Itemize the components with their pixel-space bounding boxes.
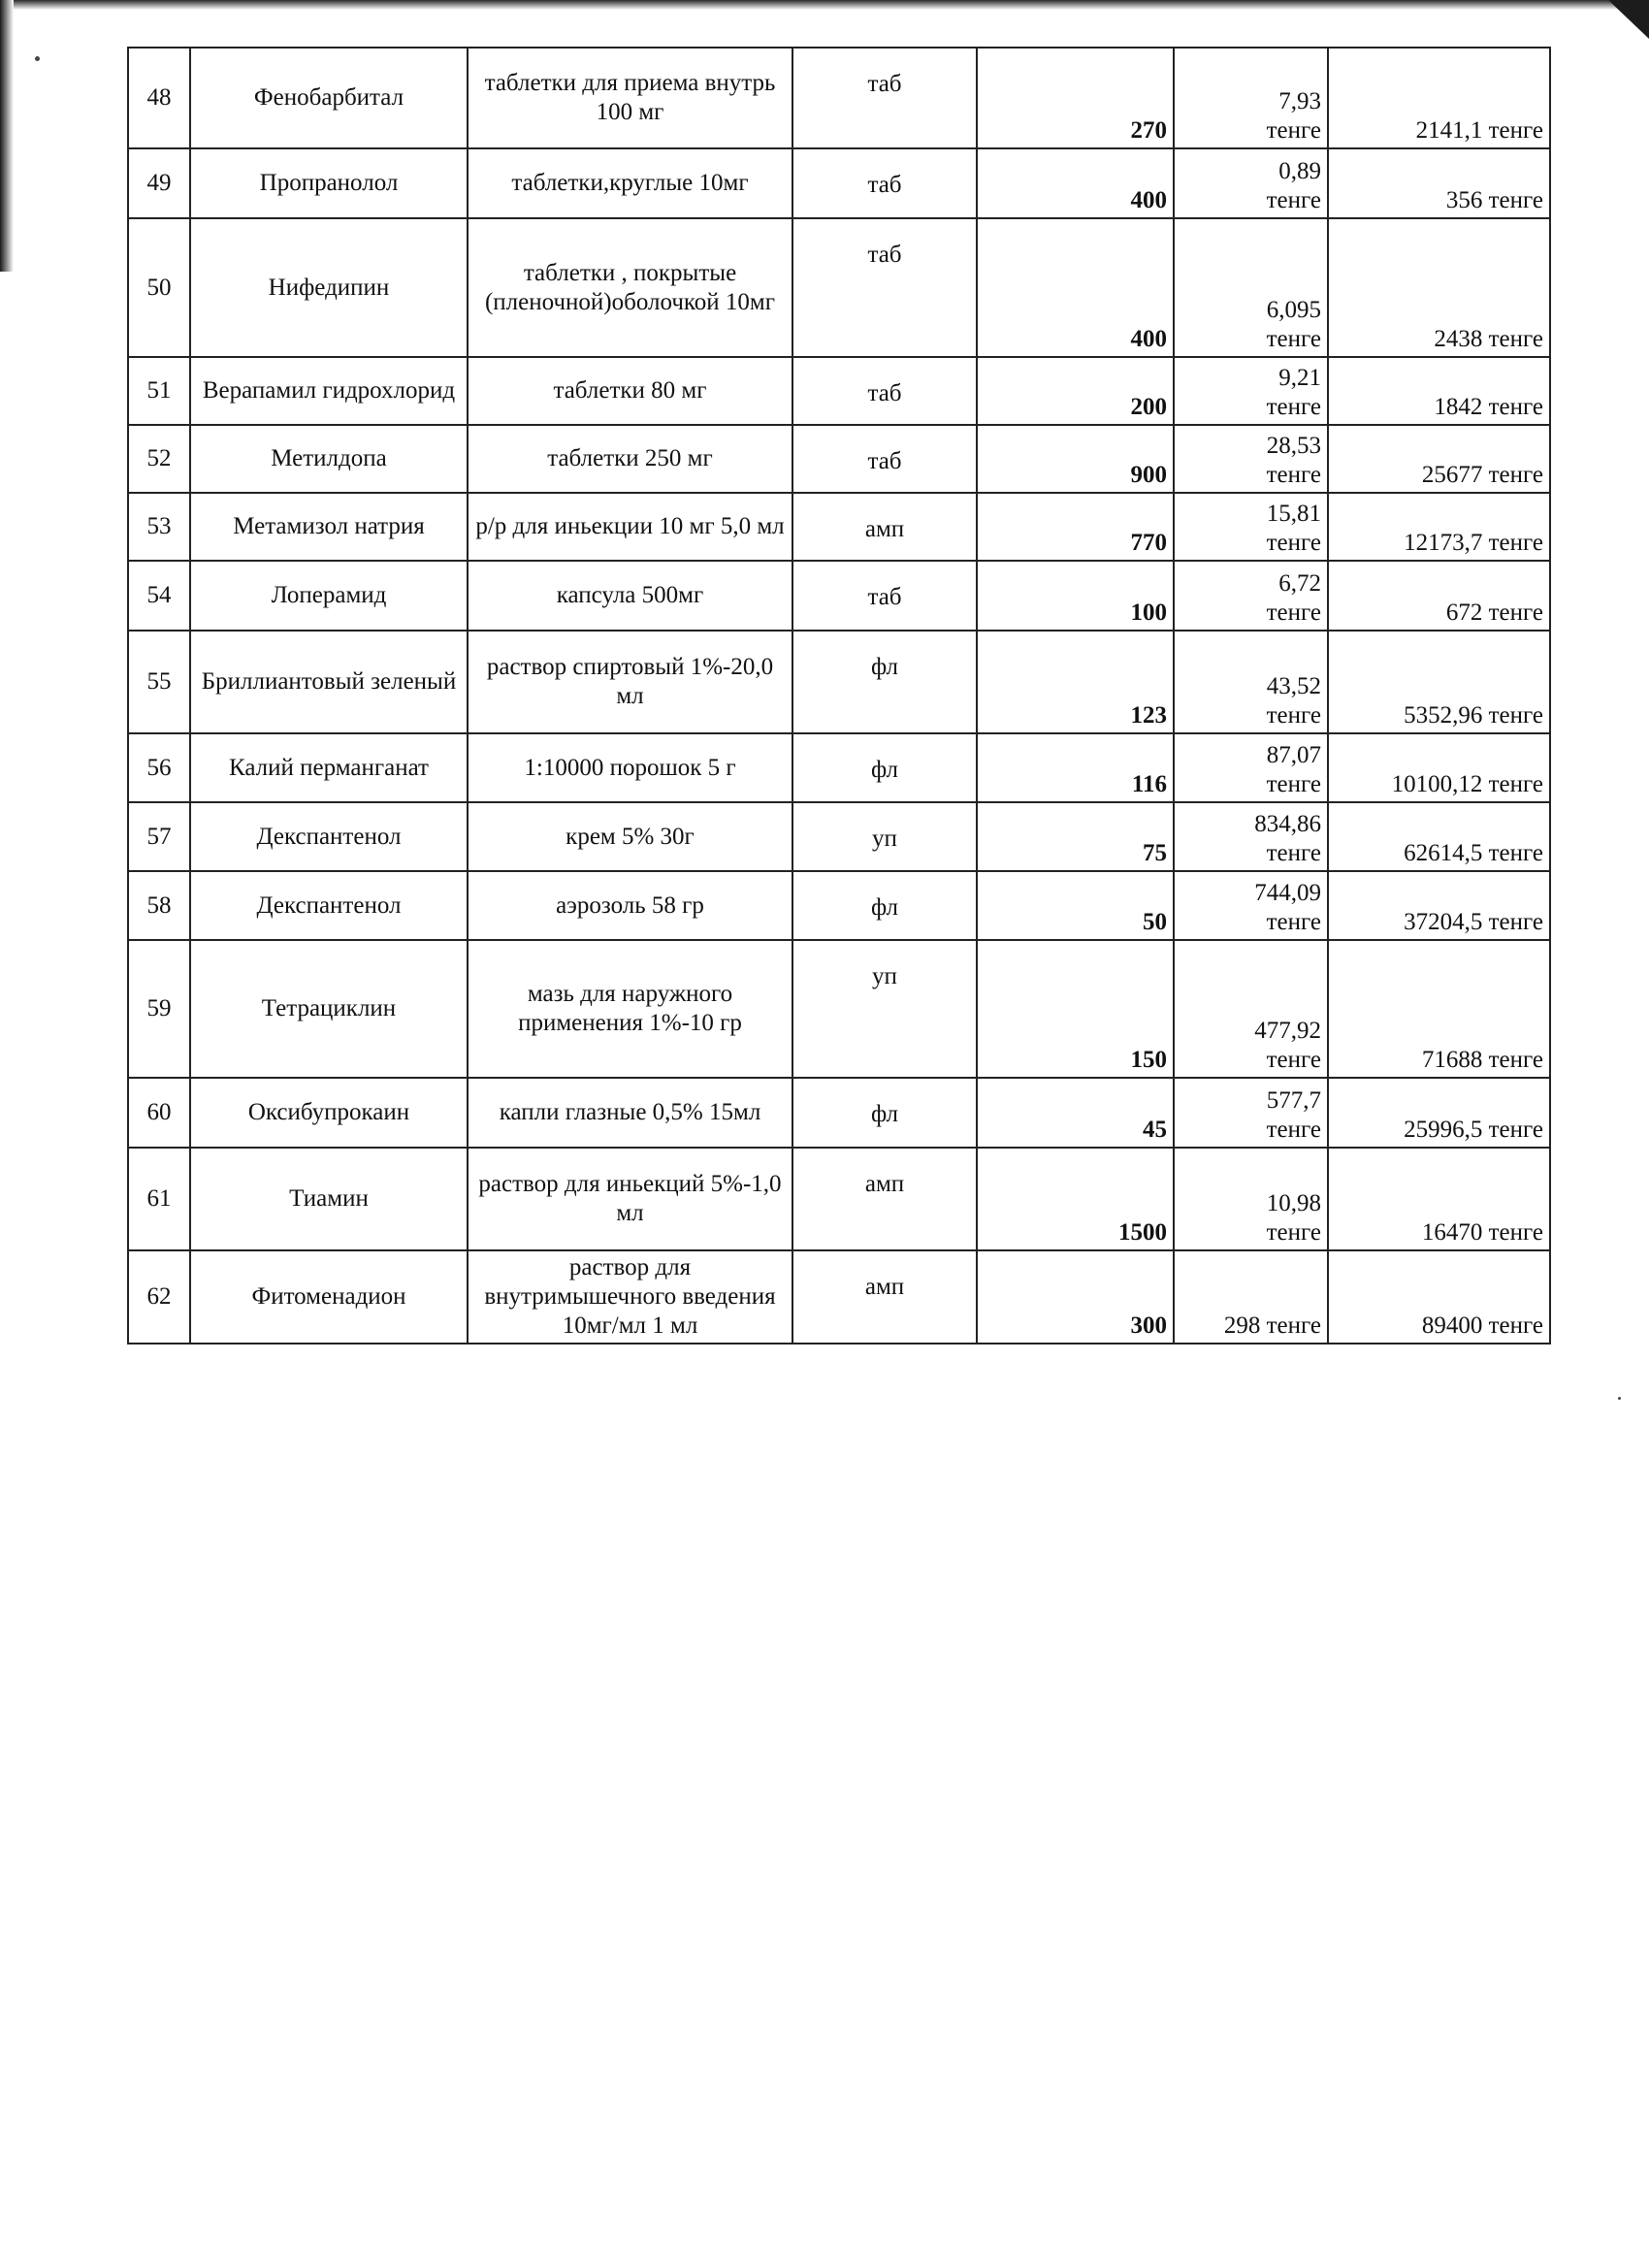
cell-form: таблетки 250 мг xyxy=(468,425,792,493)
cell-unit: амп xyxy=(792,1250,977,1344)
scan-edge-top xyxy=(0,0,1649,10)
cell-price xyxy=(1174,357,1328,425)
cell-total: 2141,1 тенге xyxy=(1328,48,1550,148)
cell-qty: 45 xyxy=(977,1078,1174,1148)
table-row xyxy=(128,940,1550,1078)
cell-unit: фл xyxy=(792,733,977,802)
cell-form: таблетки для приема внутрь 100 мг xyxy=(468,48,792,148)
cell-unit: таб xyxy=(792,425,977,493)
price-value: 298 тенге xyxy=(1223,1312,1321,1339)
cell-price xyxy=(1174,733,1328,802)
cell-form: таблетки 80 мг xyxy=(468,357,792,425)
price-value: 9,21 xyxy=(1278,365,1321,391)
cell-num: 50 xyxy=(128,218,190,357)
price-value: 834,86 xyxy=(1254,811,1321,837)
cell-name: Декспантенол xyxy=(190,871,468,940)
cell-price xyxy=(1174,802,1328,871)
table-row xyxy=(128,1250,1550,1344)
cell-unit: амп xyxy=(792,1148,977,1250)
price-currency: тенге xyxy=(1266,1117,1321,1143)
table-row xyxy=(128,561,1550,631)
cell-price xyxy=(1174,561,1328,631)
price-currency: тенге xyxy=(1266,530,1321,556)
cell-qty: 770 xyxy=(977,493,1174,561)
price-currency: тенге xyxy=(1266,599,1321,626)
price-value: 477,92 xyxy=(1254,1018,1321,1044)
cell-name: Нифедипин xyxy=(190,218,468,357)
cell-unit: фл xyxy=(792,631,977,733)
cell-total: 672 тенге xyxy=(1328,561,1550,631)
cell-num: 58 xyxy=(128,871,190,940)
table-row xyxy=(128,1078,1550,1148)
table-row xyxy=(128,802,1550,871)
cell-price xyxy=(1174,631,1328,733)
price-currency: тенге xyxy=(1266,462,1321,488)
price-value: 0,89 xyxy=(1278,158,1321,184)
cell-total: 62614,5 тенге xyxy=(1328,802,1550,871)
cell-name: Тиамин xyxy=(190,1148,468,1250)
cell-form: аэрозоль 58 гр xyxy=(468,871,792,940)
cell-name: Фитоменадион xyxy=(190,1250,468,1344)
price-value: 7,93 xyxy=(1278,88,1321,114)
cell-price xyxy=(1174,148,1328,218)
price-currency: тенге xyxy=(1266,1219,1321,1246)
cell-qty: 300 xyxy=(977,1250,1174,1344)
cell-qty: 400 xyxy=(977,148,1174,218)
table-row xyxy=(128,871,1550,940)
table-body xyxy=(128,48,1550,1344)
cell-total: 89400 тенге xyxy=(1328,1250,1550,1344)
cell-price xyxy=(1174,218,1328,357)
cell-total: 71688 тенге xyxy=(1328,940,1550,1078)
cell-name: Метилдопа xyxy=(190,425,468,493)
cell-qty: 200 xyxy=(977,357,1174,425)
cell-total: 25677 тенге xyxy=(1328,425,1550,493)
cell-qty: 150 xyxy=(977,940,1174,1078)
cell-price xyxy=(1174,48,1328,148)
cell-form: р/р для иньекции 10 мг 5,0 мл xyxy=(468,493,792,561)
table-row xyxy=(128,733,1550,802)
price-currency: тенге xyxy=(1266,1047,1321,1073)
cell-price xyxy=(1174,940,1328,1078)
price-value: 577,7 xyxy=(1266,1087,1321,1114)
cell-name: Пропранолол xyxy=(190,148,468,218)
cell-total: 5352,96 тенге xyxy=(1328,631,1550,733)
cell-price xyxy=(1174,871,1328,940)
cell-num: 56 xyxy=(128,733,190,802)
cell-total: 16470 тенге xyxy=(1328,1148,1550,1250)
table-row xyxy=(128,493,1550,561)
table-row xyxy=(128,631,1550,733)
cell-price xyxy=(1174,1250,1328,1344)
cell-unit: фл xyxy=(792,1078,977,1148)
table-row xyxy=(128,357,1550,425)
cell-qty: 123 xyxy=(977,631,1174,733)
table-row xyxy=(128,48,1550,148)
cell-form: раствор для иньекций 5%-1,0 мл xyxy=(468,1148,792,1250)
cell-unit: фл xyxy=(792,871,977,940)
cell-num: 54 xyxy=(128,561,190,631)
price-currency: тенге xyxy=(1266,840,1321,866)
cell-num: 59 xyxy=(128,940,190,1078)
cell-name: Бриллиантовый зеленый xyxy=(190,631,468,733)
cell-total: 356 тенге xyxy=(1328,148,1550,218)
price-value: 28,53 xyxy=(1266,433,1321,459)
cell-price xyxy=(1174,493,1328,561)
cell-total: 10100,12 тенге xyxy=(1328,733,1550,802)
cell-form: таблетки,круглые 10мг xyxy=(468,148,792,218)
cell-qty: 1500 xyxy=(977,1148,1174,1250)
cell-name: Оксибупрокаин xyxy=(190,1078,468,1148)
price-value: 6,72 xyxy=(1278,570,1321,597)
cell-name: Фенобарбитал xyxy=(190,48,468,148)
cell-name: Калий перманганат xyxy=(190,733,468,802)
price-currency: тенге xyxy=(1266,771,1321,797)
cell-form: таблетки , покрытые (пленочной)оболочкой 10мг xyxy=(468,218,792,357)
cell-qty: 75 xyxy=(977,802,1174,871)
price-currency: тенге xyxy=(1266,702,1321,729)
cell-form: капсула 500мг xyxy=(468,561,792,631)
price-currency: тенге xyxy=(1266,326,1321,352)
cell-form: крем 5% 30г xyxy=(468,802,792,871)
cell-unit: таб xyxy=(792,48,977,148)
cell-price xyxy=(1174,425,1328,493)
cell-num: 48 xyxy=(128,48,190,148)
price-value: 6,095 xyxy=(1266,297,1321,323)
cell-num: 62 xyxy=(128,1250,190,1344)
table-row xyxy=(128,425,1550,493)
cell-unit: таб xyxy=(792,218,977,357)
cell-qty: 116 xyxy=(977,733,1174,802)
cell-unit: амп xyxy=(792,493,977,561)
cell-total: 2438 тенге xyxy=(1328,218,1550,357)
cell-price xyxy=(1174,1148,1328,1250)
scan-edge-right xyxy=(1608,0,1649,39)
cell-total: 1842 тенге xyxy=(1328,357,1550,425)
cell-num: 55 xyxy=(128,631,190,733)
drug-table xyxy=(127,47,1551,1345)
cell-qty: 900 xyxy=(977,425,1174,493)
scan-edge-left xyxy=(0,0,14,272)
cell-name: Тетрациклин xyxy=(190,940,468,1078)
cell-unit: уп xyxy=(792,940,977,1078)
cell-total: 25996,5 тенге xyxy=(1328,1078,1550,1148)
cell-qty: 400 xyxy=(977,218,1174,357)
price-value: 10,98 xyxy=(1266,1190,1321,1216)
price-currency: тенге xyxy=(1266,394,1321,420)
cell-num: 51 xyxy=(128,357,190,425)
cell-name: Лоперамид xyxy=(190,561,468,631)
cell-num: 52 xyxy=(128,425,190,493)
cell-total: 37204,5 тенге xyxy=(1328,871,1550,940)
price-currency: тенге xyxy=(1266,117,1321,144)
table-row xyxy=(128,1148,1550,1250)
cell-form: 1:10000 порошок 5 г xyxy=(468,733,792,802)
cell-num: 61 xyxy=(128,1148,190,1250)
price-currency: тенге xyxy=(1266,909,1321,935)
cell-price xyxy=(1174,1078,1328,1148)
price-value: 744,09 xyxy=(1254,880,1321,906)
cell-num: 60 xyxy=(128,1078,190,1148)
cell-form: капли глазные 0,5% 15мл xyxy=(468,1078,792,1148)
price-value: 43,52 xyxy=(1266,673,1321,699)
cell-unit: уп xyxy=(792,802,977,871)
cell-form: раствор спиртовый 1%-20,0 мл xyxy=(468,631,792,733)
cell-qty: 270 xyxy=(977,48,1174,148)
cell-num: 49 xyxy=(128,148,190,218)
cell-form: раствор для внутримышечного введения 10мг/мл 1 мл xyxy=(468,1250,792,1344)
cell-qty: 100 xyxy=(977,561,1174,631)
cell-unit: таб xyxy=(792,561,977,631)
price-value: 87,07 xyxy=(1266,742,1321,768)
cell-name: Верапамил гидрохлорид xyxy=(190,357,468,425)
price-value: 15,81 xyxy=(1266,501,1321,527)
scan-speck xyxy=(35,56,40,61)
cell-qty: 50 xyxy=(977,871,1174,940)
cell-unit: таб xyxy=(792,148,977,218)
price-currency: тенге xyxy=(1266,187,1321,213)
cell-num: 57 xyxy=(128,802,190,871)
cell-unit: таб xyxy=(792,357,977,425)
cell-total: 12173,7 тенге xyxy=(1328,493,1550,561)
cell-name: Метамизол натрия xyxy=(190,493,468,561)
table-row xyxy=(128,218,1550,357)
scan-speck xyxy=(1618,1397,1621,1400)
cell-form: мазь для наружного применения 1%-10 гр xyxy=(468,940,792,1078)
table-row xyxy=(128,148,1550,218)
cell-num: 53 xyxy=(128,493,190,561)
cell-name: Декспантенол xyxy=(190,802,468,871)
